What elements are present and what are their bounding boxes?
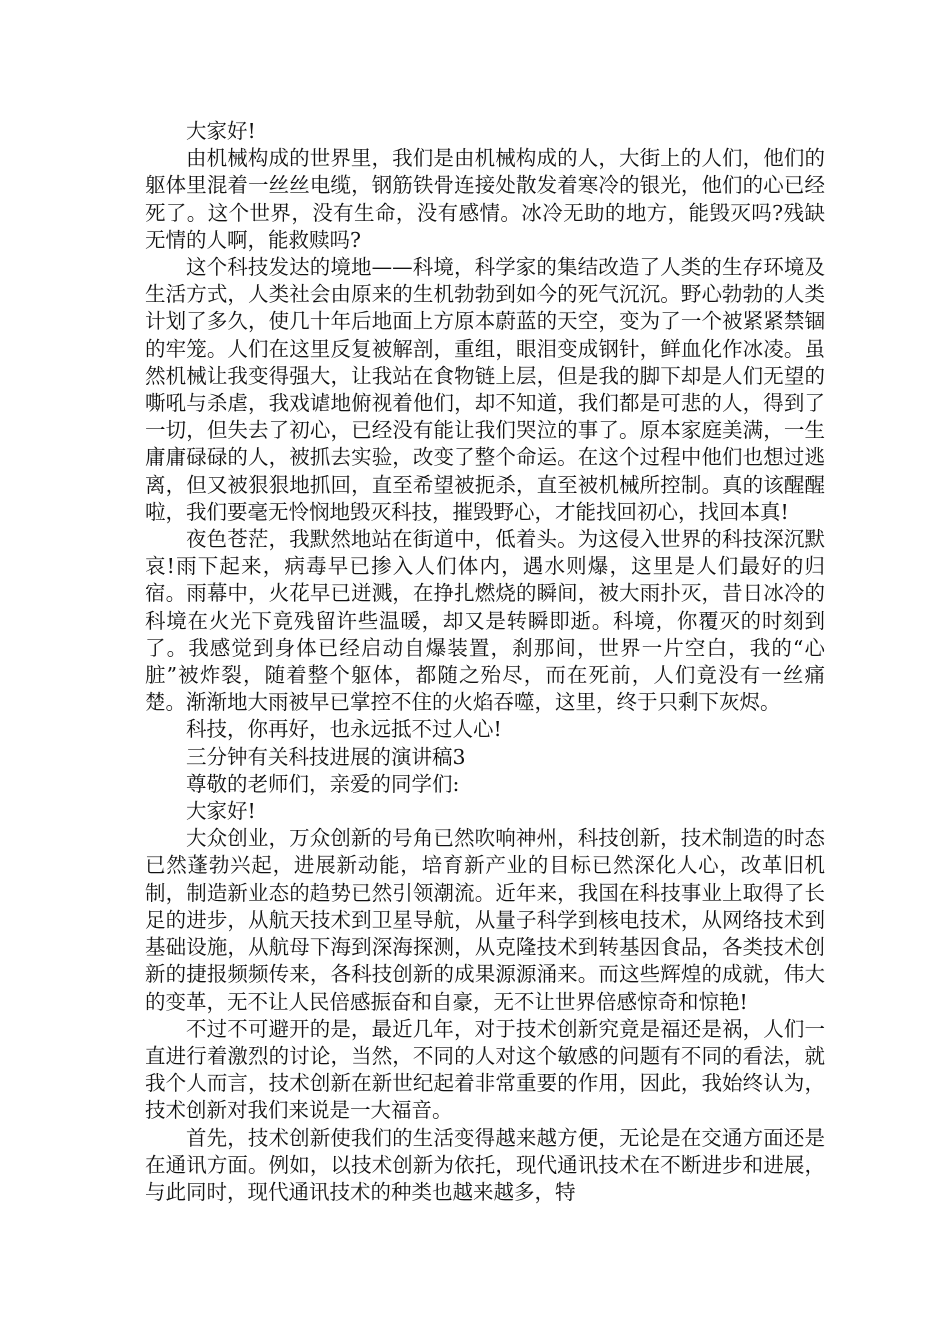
paragraph-innovation: 大众创业，万众创新的号角已然吹响神州，科技创新，技术制造的时态已然蓬勃兴起，进展新动能，培育新产业的目标已然深化人心，改革旧机制，制造新业态的趋势已然引领潮流。近年来，我国在科技事业上取得了长足的进步，从航天技术到卫星导航，从量子科学到核电技术，从网络技术到基础设施，从航母下海到深海探测，从克隆技术到转基因食品，各类技术创新的捷报频频传来，各科技创新的成果源源涌来。而这些辉煌的成就，伟大的变革，无不让人民倍感振奋和自豪，无不让世界倍感惊奇和惊艳! <box>145 826 825 1014</box>
paragraph-greeting: 大家好! <box>186 119 256 143</box>
paragraph-salutation: 尊敬的老师们，亲爱的同学们: <box>186 771 460 796</box>
paragraph-greeting-2: 大家好! <box>186 799 256 824</box>
paragraph-mechanical-world: 由机械构成的世界里，我们是由机械构成的人，大街上的人们，他们的躯体里混着一丝丝电缆，钢筋铁骨连接处散发着寒冷的银光，他们的心已经死了。这个世界，没有生命，没有感情。冰冷无助的地方，能毁灭吗?残缺无情的人啊，能救赎吗? <box>145 146 825 252</box>
paragraph-conclusion: 科技，你再好，也永远抵不过人心! <box>186 717 502 742</box>
paragraph-debate: 不过不可避开的是，最近几年，对于技术创新究竟是福还是祸，人们一直进行着激烈的讨论，当然，不同的人对这个敏感的问题有不同的看法，就我个人而言，技术创新在新世纪起着非常重要的作用，因此，我始终认为，技术创新对我们来说是一大福音。 <box>145 1016 825 1123</box>
document-body <box>145 118 825 1206</box>
paragraph-tech-realm: 这个科技发达的境地——科境，科学家的集结改造了人类的生存环境及生活方式，人类社会由原来的生机勃勃到如今的死气沉沉。野心勃勃的人类计划了多久，使几十年后地面上方原本蔚蓝的天空，变为了一个被紧紧禁锢的牢笼。人们在这里反复被解剖，重组，眼泪变成钢针，鲜血化作冰凌。虽然机械让我变得强大，让我站在食物链上层，但是我的脚下却是人们无望的嘶吼与杀虐，我戏谑地俯视着他们，却不知道，我们都是可悲的人，得到了一切，但失去了初心，已经没有能让我们哭泣的事了。原本家庭美满，一生庸庸碌碌的人，被抓去实验，改变了整个命运。在这个过程中他们也想过逃离，但又被狠狠地抓回，直至希望被扼杀，直至被机械所控制。真的该醒醒啦，我们要毫无怜悯地毁灭科技，摧毁野心，才能找回初心，找回本真! <box>145 255 825 524</box>
paragraph-night-rain: 夜色苍茫，我默然地站在街道中，低着头。为这侵入世界的科技深沉默哀!雨下起来，病毒早已掺入人们体内，遇水则爆，这里是人们最好的归宿。雨幕中，火花早已迸溅，在挣扎燃烧的瞬间，被大雨扑灭，昔日冰冷的科境在火光下竟残留许些温暖，却又是转瞬即逝。科境，你覆灭的时刻到了。我感觉到身体已经启动自爆装置，刹那间，世界一片空白，我的“心脏”被炸裂，随着整个躯体，都随之殆尽，而在死前，人们竟没有一丝痛楚。渐渐地大雨被早已掌控不住的火焰吞噬，这里，终于只剩下灰烬。 <box>145 527 825 715</box>
speech-title: 三分钟有关科技进展的演讲稿3 <box>186 744 466 769</box>
paragraph-first-point: 首先，技术创新使我们的生活变得越来越方便，无论是在交通方面还是在通讯方面。例如，以技术创新为依托，现代通讯技术在不断进步和进展，与此同时，现代通讯技术的种类也越来越多，特 <box>145 1125 825 1204</box>
